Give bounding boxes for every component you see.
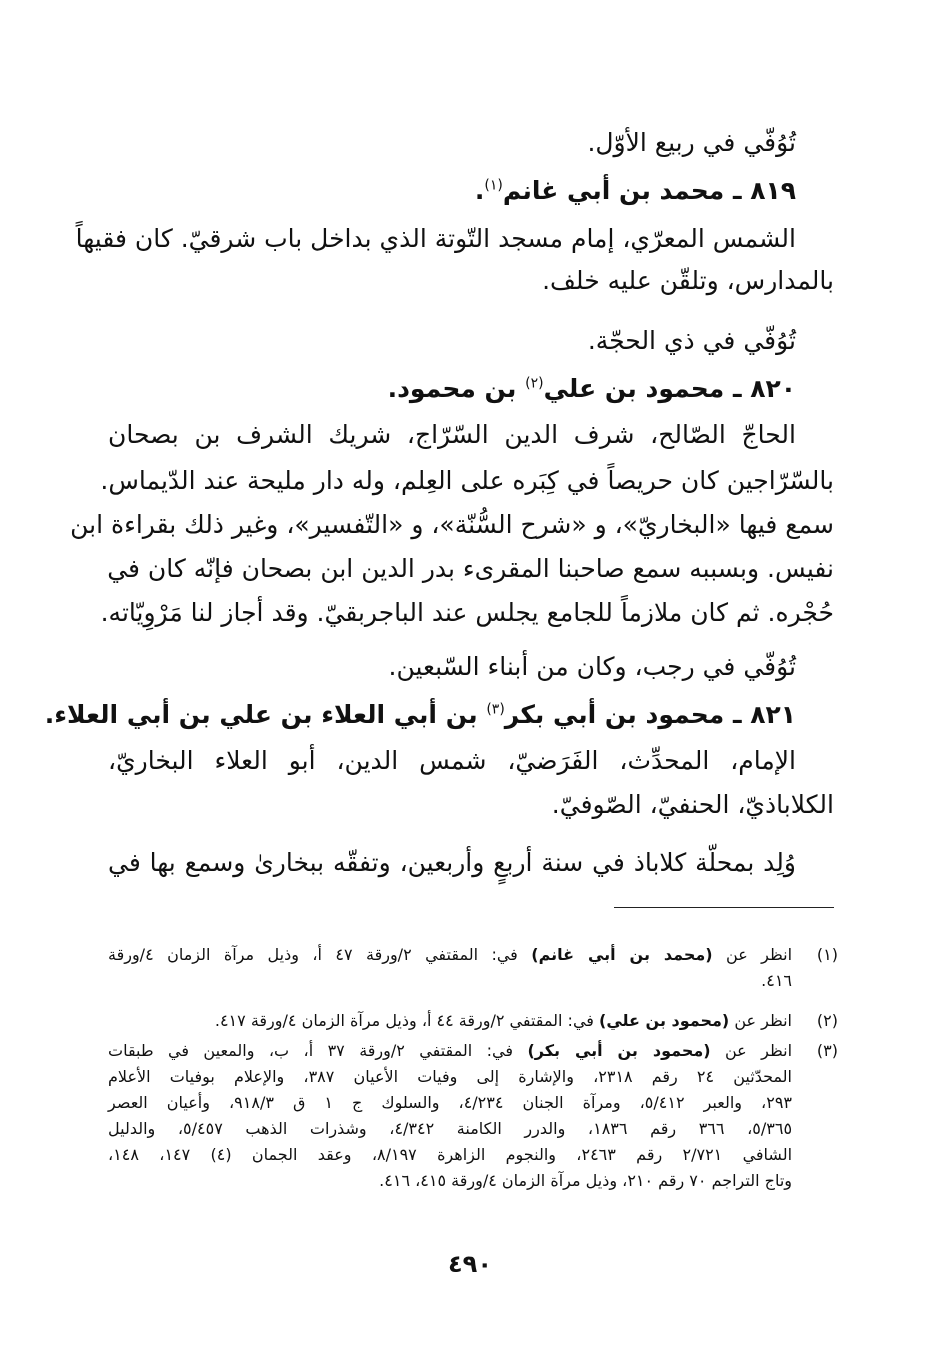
text-line: الشمس المعرّي، إمام مسجد التّوتة الذي بداخل باب شرقيّ. كان فقيهاً <box>75 224 796 253</box>
footnote-body <box>108 1038 792 1194</box>
footnote-number: (٣) <box>816 1041 838 1060</box>
footnote-line: ٤١٦. <box>761 971 792 990</box>
footnote-ref-2[interactable]: (٢) <box>525 375 544 392</box>
heading-text-end: بن أبي العلاء بن علي بن أبي العلاء. <box>44 700 487 729</box>
footnote-text: انظر عن <box>712 945 793 964</box>
heading-text-end: بن محمود. <box>387 374 526 403</box>
heading-text: ٨٢١ ـ محمود بن أبي بكر <box>504 700 796 729</box>
footnote-subject: (محمد بن أبي غانم) <box>531 945 713 964</box>
footnote-ref-1[interactable]: (١) <box>484 177 503 194</box>
footnote-text: في: المقتفي ٢/ورقة ٤٤ أ، وذيل مرآة الزمان ٤/ورقة ٤١٧. <box>214 1011 600 1030</box>
footnote-text: انظر عن <box>710 1041 793 1060</box>
text-line: نفيس. وبسببه سمع صاحبنا المقرىء بدر الدين ابن بصحان فإنّه كان في <box>107 554 834 583</box>
heading-text: ٨١٩ ـ محمد بن أبي غانم <box>502 176 796 205</box>
heading-text: ٨٢٠ ـ محمود بن علي <box>543 374 796 403</box>
footnote-2 <box>108 1008 838 1034</box>
footnote-line: المحدّثين ٢٤ رقم ٢٣١٨، والإشارة إلى وفيات الأعيان ٣٨٧، والإعلام بوفيات الأعلام <box>108 1067 793 1086</box>
text-line: الإمام، المحدِّث، الفَرَضيّ، شمس الدين، أبو العلاء البخاريّ، <box>108 746 796 775</box>
footnote-line: ٢٩٣، والعبر ٥/٤١٢، ومرآة الجنان ٤/٢٣٤، والسلوك ج ١ ق ٩١٨/٣، وأعيان العصر <box>108 1093 792 1112</box>
footnote-number: (٢) <box>816 1011 838 1030</box>
text-line: تُوُفّي في ذي الحجّة. <box>587 326 796 355</box>
footnote-line: وتاج التراجم ٧٠ رقم ٢١٠، وذيل مرآة الزمان ٤/ورقة ٤١٥، ٤١٦. <box>379 1171 792 1190</box>
footnote-line: الشافي ٢/٧٢١ رقم ٢٤٦٣، والنجوم الزاهرة ٨/١٩٧، وعقد الجمان (٤) ١٤٧، ١٤٨، <box>108 1145 793 1164</box>
footnote-line <box>108 1008 792 1034</box>
footnote-text: انظر عن <box>729 1011 792 1030</box>
page-number: ٤٩٠ <box>448 1250 492 1278</box>
footnote-separator <box>614 907 834 908</box>
footnote-3 <box>108 1038 838 1218</box>
footnote-body <box>108 1008 792 1034</box>
footnote-1 <box>108 942 838 994</box>
footnote-line <box>108 1038 792 1064</box>
footnote-subject: (محمود بن أبي بكر) <box>527 1041 711 1060</box>
text-line: تُوُفّي في ربيع الأوّل. <box>587 128 796 157</box>
text-line: الحاجّ الصّالح، شرف الدين السّرّاج، شريك الشرف بن بصحان <box>108 420 796 449</box>
footnote-body <box>108 942 792 994</box>
heading-text-end: . <box>474 176 485 205</box>
text-line: حُجْره. ثم كان ملازماً للجامع يجلس عند الباجربقيّ. وقد أجاز لنا مَرْوِيّاته. <box>100 598 834 627</box>
text-line: بالسّرّاجين كان حريصاً في كِبَره على العِلم، وله دار مليحة عند الدّيماس. <box>100 466 834 495</box>
footnote-line <box>108 942 792 968</box>
text-line: تُوُفّي في رجب، وكان من أبناء السّبعين. <box>388 652 796 681</box>
entry-heading-819 <box>108 170 834 212</box>
entry-heading-820 <box>108 368 834 410</box>
text-line: سمع فيها «البخاريّ»، و «شرح السُّنّة»، و «التّفسير»، وغير ذلك بقراءة ابن <box>70 510 834 539</box>
footnote-text: في: المقتفي ٢/ورقة ٤٧ أ، وذيل مرآة الزمان ٤/ورقة <box>108 945 532 964</box>
footnote-ref-3[interactable]: (٣) <box>486 701 505 718</box>
footnote-line: ٥/٣٦٥، ٣٦٦ رقم ١٨٣٦، والدرر الكامنة ٤/٣٤٢، وشذرات الذهب ٥/٤٥٧، والدليل <box>108 1119 793 1138</box>
footnote-number: (١) <box>816 945 838 964</box>
footnote-text: في: المقتفي ٢/ورقة ٣٧ أ، ب، والمعين في طبقات <box>108 1041 528 1060</box>
text-line: الكلاباذيّ، الحنفيّ، الصّوفيّ. <box>551 790 834 819</box>
text-line: بالمدارس، وتلقّن عليه خلف. <box>542 266 834 295</box>
entry-heading-821 <box>44 694 834 736</box>
footnote-subject: (محمود بن علي) <box>599 1011 730 1030</box>
text-line: وُلِد بمحلّة كلاباذ في سنة أربعٍ وأربعين، وتفقّه ببخارىٰ وسمع بها في <box>108 848 796 877</box>
